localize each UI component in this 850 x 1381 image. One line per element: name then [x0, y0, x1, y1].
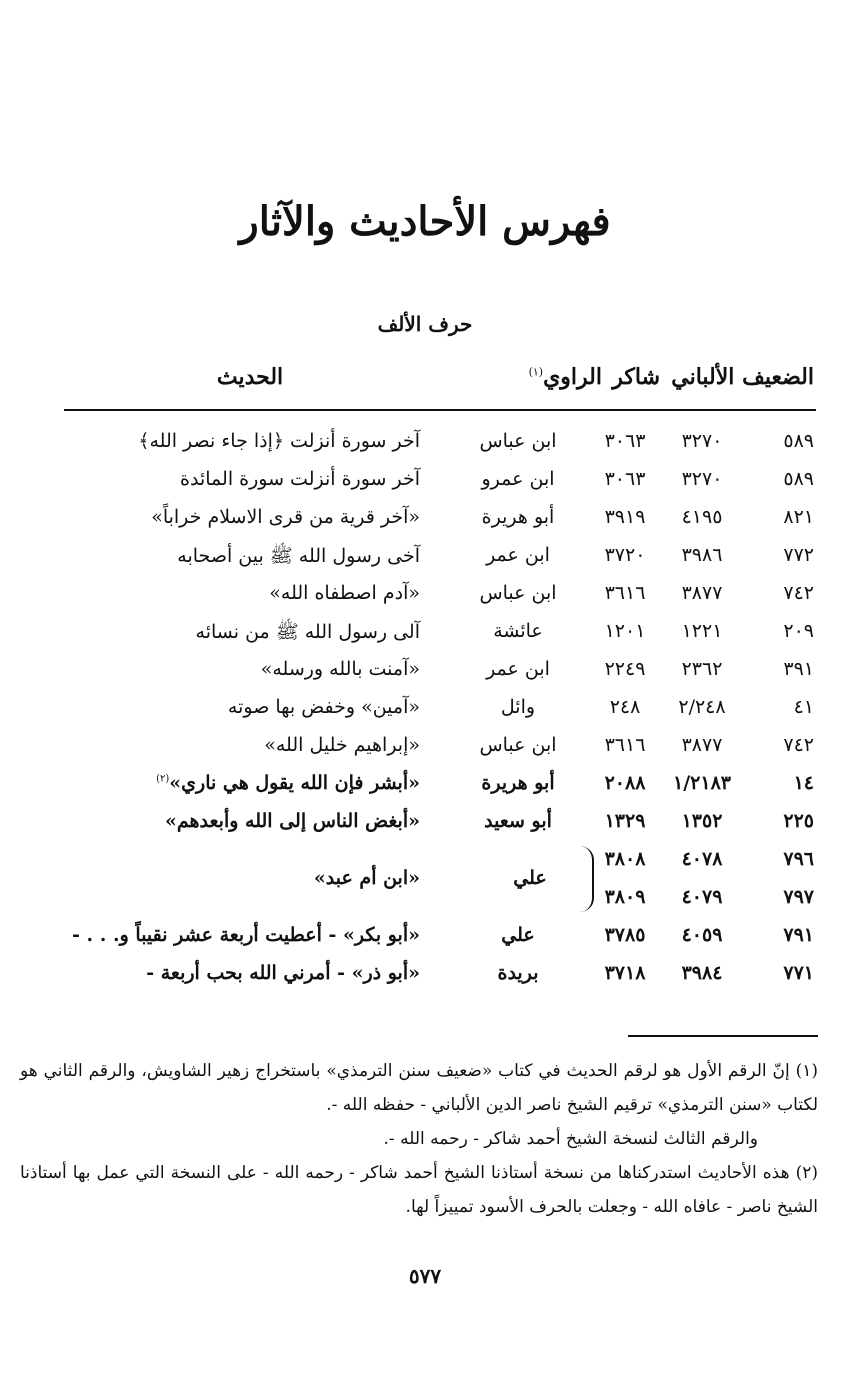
- cell-hadith: آخى رسول الله ﷺ بين أصحابه: [177, 545, 420, 567]
- cell-rawi: أبو سعيد: [484, 810, 552, 832]
- cell-rawi: ابن عباس: [479, 582, 557, 604]
- cell-rawi: وائل: [500, 696, 536, 718]
- cell-daif: ٥٨٩: [783, 468, 814, 490]
- cell-daif: ٤١: [793, 696, 814, 718]
- cell-hadith: آخر سورة أنزلت سورة المائدة: [180, 468, 420, 490]
- cell-albani: ٤٠٧٨: [681, 848, 723, 870]
- cell-daif: ٧٩١: [783, 924, 814, 946]
- header-rule: [64, 409, 816, 411]
- cell-hadith: «آدم اصطفاه الله»: [269, 582, 420, 604]
- table-row-bold: [0, 956, 850, 994]
- footnote-rule: [628, 1035, 818, 1037]
- index-table: [0, 424, 850, 994]
- cell-rawi: علي: [513, 867, 547, 889]
- cell-rawi: ابن عباس: [479, 734, 557, 756]
- table-row: [0, 690, 850, 728]
- footnote-1: (١) إنّ الرقم الأول هو لرقم الحديث في كتاب «ضعيف سنن الترمذي» باستخراج زهير الشاويش، والرقم الثاني هو لكتاب «سنن الترمذي» ترقيم الشيخ ناصر الدين الألباني - حفظه الله -.: [20, 1061, 818, 1115]
- cell-shakir: ٢٠٨٨: [604, 772, 646, 794]
- header-rawi-label: الراوي: [543, 364, 602, 390]
- cell-hadith: [156, 772, 420, 794]
- section-heading: حرف الألف: [377, 312, 473, 336]
- cell-hadith: «ابن أم عبد»: [313, 867, 420, 889]
- table-row: [0, 728, 850, 766]
- cell-hadith: آخر سورة أنزلت ﴿إذا جاء نصر الله﴾: [138, 430, 420, 452]
- cell-daif: ١٤: [793, 772, 814, 794]
- cell-rawi: ابن عباس: [479, 430, 557, 452]
- table-row: [0, 424, 850, 462]
- cell-rawi: بريدة: [497, 962, 539, 984]
- cell-albani: ٤٠٥٩: [681, 924, 723, 946]
- cell-daif: ٨٢١: [783, 506, 814, 528]
- cell-albani: ٤١٩٥: [681, 506, 723, 528]
- cell-rawi: ابن عمر: [486, 544, 550, 566]
- cell-daif: ٥٨٩: [783, 430, 814, 452]
- footnote-1-continued: والرقم الثالث لنسخة الشيخ أحمد شاكر - رحمه الله -.: [383, 1129, 758, 1149]
- cell-hadith: «أبغض الناس إلى الله وأبعدهم»: [165, 810, 420, 832]
- cell-hadith: آلى رسول الله ﷺ من نسائه: [195, 621, 420, 643]
- table-row: [0, 576, 850, 614]
- footnotes: [20, 1054, 818, 1224]
- cell-daif: ٧٧٢: [783, 544, 814, 566]
- cell-albani: ٣٨٧٧: [681, 734, 723, 756]
- header-hadith: الحديث: [216, 364, 284, 390]
- footnote-2: (٢) هذه الأحاديث استدركناها من نسخة أستاذنا الشيخ أحمد شاكر - رحمه الله - على النسخة التي عمل بها أستاذنا الشيخ ناصر - عافاه الله - وجعلت بالحرف الأسود تمييزاً لها.: [20, 1163, 818, 1217]
- table-row-group: [0, 842, 850, 918]
- table-row-bold: [0, 918, 850, 956]
- cell-albani: ٢٣٦٢: [681, 658, 723, 680]
- cell-rawi: علي: [501, 924, 535, 946]
- cell-albani: ٢/٢٤٨: [678, 696, 726, 718]
- header-daif-albani: [671, 364, 814, 396]
- header-shakir: شاكر: [612, 364, 660, 390]
- cell-daif: ٢٠٩: [783, 620, 814, 642]
- cell-rawi: أبو هريرة: [481, 772, 555, 794]
- cell-daif: ٧٤٢: [783, 734, 814, 756]
- cell-shakir: ٢٤٨: [609, 696, 641, 718]
- header-rawi-note: (١): [528, 365, 544, 379]
- table-row: [0, 500, 850, 538]
- cell-hadith-text: «أبشر فإن الله يقول هي ناري»: [169, 772, 420, 794]
- cell-daif: ٧٩٧: [783, 886, 814, 908]
- page-title: فهرس الأحاديث والآثار: [239, 198, 611, 245]
- table-row: [0, 614, 850, 652]
- cell-shakir: ١٢٠١: [604, 620, 646, 642]
- cell-daif: ٣٩١: [783, 658, 814, 680]
- cell-daif: ٢٢٥: [783, 810, 814, 832]
- cell-shakir: ٣٦١٦: [604, 582, 646, 604]
- cell-rawi: ابن عمر: [486, 658, 550, 680]
- table-row: [0, 538, 850, 576]
- page-number: ٥٧٧: [408, 1264, 442, 1288]
- header-daif: الضعيف: [742, 364, 814, 390]
- cell-shakir: ٣٨٠٨: [604, 848, 646, 870]
- cell-hadith: «إبراهيم خليل الله»: [264, 734, 420, 756]
- cell-daif: ٧٧١: [783, 962, 814, 984]
- table-row: [0, 462, 850, 500]
- cell-shakir: ١٣٢٩: [604, 810, 646, 832]
- cell-shakir: ٣٠٦٣: [604, 468, 646, 490]
- cell-shakir: ٣٧١٨: [604, 962, 646, 984]
- cell-rawi: أبو هريرة: [481, 506, 555, 528]
- cell-hadith: «آمنت بالله ورسله»: [260, 658, 420, 680]
- cell-daif: ٧٤٢: [783, 582, 814, 604]
- brace-icon: [580, 846, 594, 912]
- cell-albani: ١٣٥٢: [681, 810, 723, 832]
- cell-albani: ١٢٢١: [681, 620, 723, 642]
- cell-shakir: ٣٨٠٩: [604, 886, 646, 908]
- table-row-bold: [0, 804, 850, 842]
- cell-albani: ١/٢١٨٣: [673, 772, 731, 794]
- cell-albani: ٣٩٨٤: [681, 962, 723, 984]
- cell-albani: ٣٩٨٦: [681, 544, 723, 566]
- header-albani: الألباني: [671, 364, 735, 390]
- table-subrow: [0, 842, 850, 880]
- cell-rawi: عائشة: [493, 620, 543, 642]
- cell-albani: ٣٢٧٠: [681, 468, 723, 490]
- cell-shakir: ٣٧٢٠: [604, 544, 646, 566]
- cell-hadith: «أبو ذر» - أمرني الله بحب أربعة -: [146, 962, 420, 984]
- footnote-ref: (٢): [156, 773, 170, 785]
- cell-hadith: «أبو بكر» - أعطيت أربعة عشر نقيباً و. . . -: [72, 924, 420, 946]
- cell-hadith: «آمين» وخفض بها صوته: [227, 696, 420, 718]
- cell-albani: ٣٢٧٠: [681, 430, 723, 452]
- header-rawi: [529, 364, 602, 396]
- cell-rawi: ابن عمرو: [481, 468, 555, 490]
- cell-daif: ٧٩٦: [783, 848, 814, 870]
- cell-shakir: ٣٠٦٣: [604, 430, 646, 452]
- cell-albani: ٣٨٧٧: [681, 582, 723, 604]
- cell-shakir: ٣٧٨٥: [604, 924, 646, 946]
- cell-shakir: ٣٦١٦: [604, 734, 646, 756]
- cell-albani: ٤٠٧٩: [681, 886, 723, 908]
- cell-hadith: «آخر قرية من قرى الاسلام خراباً»: [151, 506, 420, 528]
- table-row: [0, 652, 850, 690]
- table-row-bold: [0, 766, 850, 804]
- cell-shakir: ٣٩١٩: [604, 506, 646, 528]
- cell-shakir: ٢٢٤٩: [604, 658, 646, 680]
- table-subrow: [0, 880, 850, 918]
